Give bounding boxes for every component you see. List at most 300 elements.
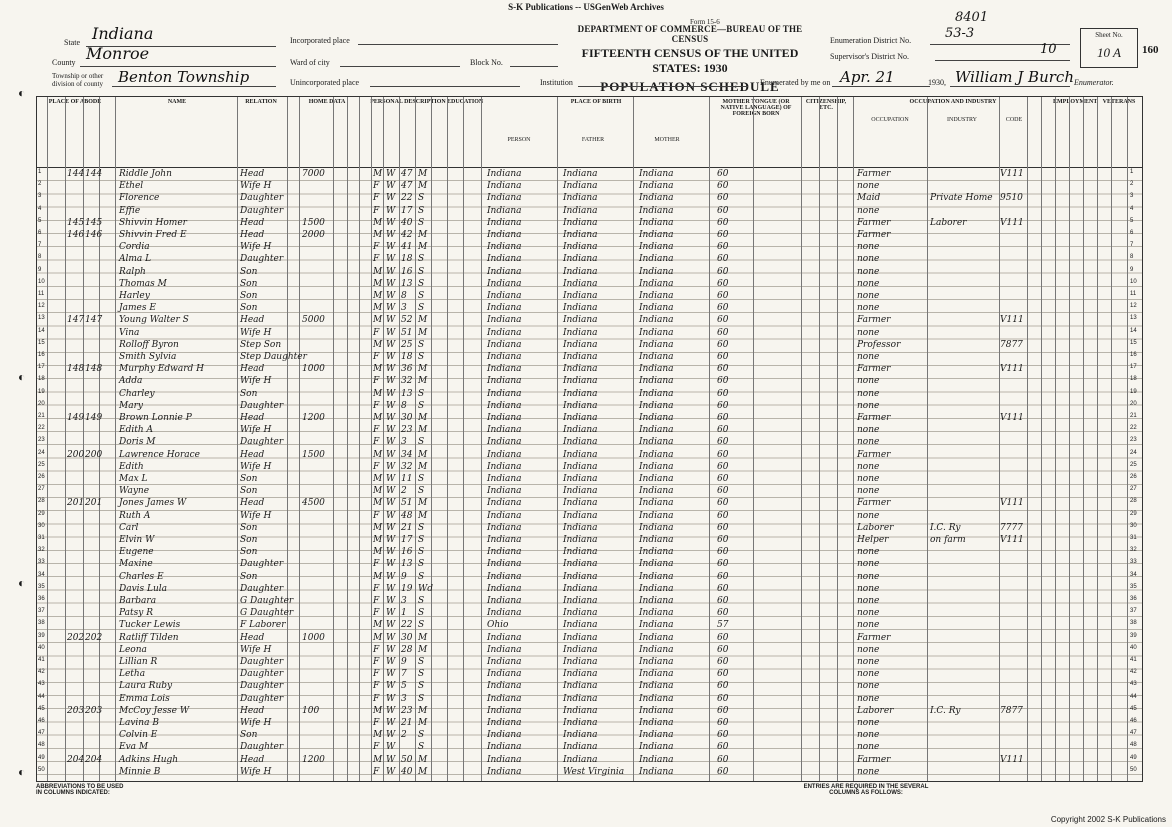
cell-sex: F [373, 693, 380, 704]
table-row [37, 363, 1142, 376]
cell-sex: F [373, 425, 380, 436]
cell-sex: M [373, 266, 383, 277]
cell-bp: Indiana [487, 339, 522, 350]
cell-race: W [386, 644, 396, 655]
sheet-number-box [1080, 28, 1138, 68]
cell-n: 17 [38, 364, 45, 371]
table-row [37, 510, 1142, 523]
cell-mt: 60 [717, 669, 729, 680]
cell-rel: Son [240, 547, 258, 558]
cell-val: 7000 [302, 169, 325, 179]
cell-fam: 202 [85, 632, 103, 643]
county-label: County [52, 58, 76, 67]
cell-n: 16 [38, 352, 45, 358]
cell-bp: Indiana [487, 254, 522, 265]
cell-mb: Indiana [639, 681, 674, 692]
cell-n: 21 [38, 413, 45, 419]
cell-race: W [386, 339, 396, 350]
cell-age: 3 [401, 437, 407, 448]
table-row [37, 192, 1142, 205]
cell-occ: none [857, 669, 880, 680]
cell-n: 6 [1130, 230, 1134, 236]
cell-n: 27 [1130, 486, 1137, 493]
cell-ms: S [418, 620, 425, 631]
cell-sex: M [373, 535, 383, 545]
cell-n: 5 [1130, 217, 1134, 224]
cell-fb: Indiana [563, 413, 598, 423]
cell-dw: 202 [67, 632, 85, 643]
cell-fb: Indiana [563, 583, 598, 594]
cell-n: 30 [1130, 522, 1137, 529]
cell-ms: S [418, 266, 425, 277]
cell-n: 45 [38, 705, 45, 712]
cell-val: 100 [302, 705, 320, 716]
cell-bp: Indiana [487, 474, 522, 484]
cell-sex: F [373, 669, 380, 680]
cell-occ: Farmer [857, 364, 891, 375]
cell-race: W [386, 681, 396, 692]
cell-occ: none [857, 303, 880, 314]
cell-rel: Daughter [240, 693, 284, 704]
cell-ind: Laborer [930, 217, 967, 228]
block-label: Block No. [470, 58, 503, 67]
cell-rel: Son [240, 474, 258, 484]
table-row [37, 607, 1142, 620]
cell-sex: M [373, 169, 383, 179]
cell-code: 7877 [1000, 705, 1023, 716]
cell-name: Wayne [119, 486, 150, 497]
cell-n: 35 [1130, 583, 1137, 590]
cell-bp: Indiana [487, 327, 522, 338]
cell-n: 19 [38, 388, 45, 395]
cell-mt: 60 [717, 510, 729, 521]
cell-sex: F [373, 742, 380, 753]
publisher-bar: S-K Publications -- USGenWeb Archives [508, 2, 664, 12]
cell-sex: F [373, 327, 380, 338]
cell-occ: none [857, 278, 880, 289]
cell-occ: none [857, 571, 880, 582]
cell-race: W [386, 657, 396, 667]
cell-race: W [386, 693, 396, 704]
cell-age: 7 [401, 669, 407, 680]
cell-mt: 60 [717, 376, 729, 387]
cell-dw: 149 [67, 413, 85, 423]
cell-bp: Indiana [487, 181, 522, 192]
cell-bp: Ohio [487, 620, 509, 631]
cell-n: 7 [1130, 242, 1134, 249]
cell-mb: Indiana [639, 205, 674, 216]
cell-race: W [386, 547, 396, 558]
cell-n: 20 [38, 400, 45, 407]
cell-ms: S [418, 205, 425, 216]
cell-n: 25 [1130, 461, 1137, 468]
cell-mt: 60 [717, 657, 729, 667]
cell-bp: Indiana [487, 522, 522, 533]
table-row [37, 205, 1142, 218]
cell-name: Cordia [119, 242, 150, 253]
cell-ms: M [418, 644, 428, 655]
cell-age: 47 [401, 169, 413, 179]
cell-mb: Indiana [639, 461, 674, 472]
cell-name: Leona [119, 644, 147, 655]
cell-occ: none [857, 181, 880, 192]
cell-mb: Indiana [639, 449, 674, 460]
supervisor-district-label: Supervisor's District No. [830, 52, 909, 61]
table-row [37, 461, 1142, 474]
cell-race: W [386, 474, 396, 484]
cell-bp: Indiana [487, 169, 522, 179]
table-row [37, 693, 1142, 706]
cell-age: 1 [401, 608, 407, 619]
cell-age: 18 [401, 352, 413, 362]
cell-age: 13 [401, 278, 413, 289]
cell-fam: 204 [85, 754, 103, 765]
cell-ms: S [418, 193, 425, 204]
cell-fam: 149 [85, 413, 103, 423]
cell-ms: M [418, 315, 428, 326]
cell-name: Adkins Hugh [119, 754, 179, 765]
cell-bp: Indiana [487, 705, 522, 716]
cell-mb: Indiana [639, 266, 674, 277]
cell-rel: Daughter [240, 583, 284, 594]
birth-person-head: PERSON [507, 137, 531, 143]
table-row [37, 705, 1142, 718]
cell-age: 2 [401, 730, 407, 741]
cell-race: W [386, 169, 396, 179]
cell-n: 15 [1130, 339, 1137, 346]
cell-name: Laura Ruby [119, 681, 173, 692]
cell-occ: none [857, 254, 880, 265]
cell-n: 4 [38, 205, 42, 212]
cell-n: 2 [38, 181, 42, 188]
cell-n: 24 [1130, 449, 1137, 456]
cell-name: Maxine [119, 559, 153, 570]
cell-occ: none [857, 559, 880, 570]
cell-name: Alma L [119, 254, 152, 265]
cell-race: W [386, 425, 396, 436]
cell-bp: Indiana [487, 217, 522, 228]
cell-name: Charles E [119, 571, 164, 582]
group-employment: EMPLOYMENT [1053, 99, 1098, 105]
cell-occ: none [857, 547, 880, 558]
cell-n: 44 [38, 693, 45, 700]
cell-bp: Indiana [487, 315, 522, 326]
cell-mt: 60 [717, 547, 729, 558]
cell-fb: Indiana [563, 681, 598, 692]
cell-fb: Indiana [563, 535, 598, 545]
cell-mb: Indiana [639, 596, 674, 606]
page-number: 160 [1142, 44, 1159, 56]
cell-race: W [386, 461, 396, 472]
cell-name: Tucker Lewis [119, 620, 181, 631]
cell-rel: G Daughter [240, 596, 294, 606]
cell-fb: Indiana [563, 620, 598, 631]
cell-name: Max L [119, 474, 148, 484]
cell-rel: Son [240, 486, 258, 497]
cell-mt: 60 [717, 193, 729, 204]
cell-age: 16 [401, 547, 413, 558]
cell-mb: Indiana [639, 413, 674, 423]
cell-n: 41 [1130, 657, 1137, 663]
cell-mt: 60 [717, 400, 729, 411]
cell-fb: West Virginia [563, 766, 625, 777]
cell-rel: Son [240, 291, 258, 301]
cell-ms: S [418, 388, 425, 399]
cell-mb: Indiana [639, 571, 674, 582]
cell-mb: Indiana [639, 608, 674, 619]
cell-val: 1500 [302, 449, 325, 460]
cell-occ: Farmer [857, 315, 891, 326]
cell-race: W [386, 193, 396, 204]
cell-dw: 147 [67, 315, 85, 326]
binding-hole-icon: ◐ [18, 576, 26, 590]
cell-n: 49 [38, 754, 45, 761]
cell-name: James E [119, 303, 156, 314]
cell-code: V111 [1000, 315, 1024, 326]
cell-n: 46 [1130, 718, 1137, 724]
cell-sex: F [373, 376, 380, 387]
table-header [37, 97, 1142, 168]
table-row [37, 424, 1142, 437]
table-row [37, 266, 1142, 279]
cell-sex: F [373, 657, 380, 667]
cell-age: 48 [401, 510, 413, 521]
cell-ms: S [418, 535, 425, 545]
cell-mb: Indiana [639, 437, 674, 448]
cell-bp: Indiana [487, 742, 522, 753]
cell-n: 28 [38, 498, 45, 505]
cell-age: 21 [401, 522, 413, 533]
cell-name: Lillian R [119, 657, 158, 667]
cell-ind: I.C. Ry [930, 705, 961, 716]
cell-n: 43 [38, 681, 45, 688]
cell-n: 13 [1130, 315, 1137, 322]
cell-race: W [386, 522, 396, 533]
cell-race: W [386, 486, 396, 497]
cell-rel: Son [240, 388, 258, 399]
cell-occ: none [857, 388, 880, 399]
cell-ms: M [418, 510, 428, 521]
cell-occ: none [857, 596, 880, 606]
cell-sex: F [373, 583, 380, 594]
township-label: Township or other division of county [52, 72, 104, 88]
cell-rel: Wife H [240, 766, 272, 777]
cell-fb: Indiana [563, 474, 598, 484]
cell-rel: Step Son [240, 339, 282, 350]
cell-name: Elvin W [119, 535, 155, 545]
cell-mt: 60 [717, 766, 729, 777]
table-row [37, 571, 1142, 584]
cell-mt: 60 [717, 339, 729, 350]
binding-hole-icon: ◐ [18, 86, 26, 100]
cell-fb: Indiana [563, 181, 598, 192]
cell-n: 23 [38, 437, 45, 444]
cell-code: V111 [1000, 364, 1024, 375]
cell-age: 42 [401, 230, 413, 240]
table-row [37, 497, 1142, 510]
group-personal-description: PERSONAL DESCRIPTION [370, 99, 446, 105]
cell-fb: Indiana [563, 437, 598, 448]
cell-name: McCoy Jesse W [119, 705, 190, 716]
cell-rel: Daughter [240, 742, 284, 753]
cell-fb: Indiana [563, 608, 598, 619]
cell-sex: M [373, 498, 383, 509]
cell-age: 47 [401, 181, 413, 192]
cell-code: 7777 [1000, 522, 1023, 533]
cell-n: 40 [1130, 644, 1137, 651]
cell-n: 26 [38, 474, 45, 480]
enumeration-district-value: 53-3 [945, 26, 975, 41]
cell-fb: Indiana [563, 449, 598, 460]
cell-occ: none [857, 400, 880, 411]
cell-age: 25 [401, 339, 413, 350]
cell-ms: S [418, 400, 425, 411]
cell-n: 22 [38, 425, 45, 432]
cell-race: W [386, 181, 396, 192]
cell-occ: Farmer [857, 217, 891, 228]
cell-val: 1500 [302, 217, 325, 228]
cell-race: W [386, 364, 396, 375]
cell-occ: none [857, 510, 880, 521]
institution-label: Institution [540, 78, 573, 87]
cell-mt: 60 [717, 583, 729, 594]
cell-n: 28 [1130, 498, 1137, 505]
binding-hole-icon: ◐ [18, 765, 26, 779]
cell-code: 7877 [1000, 339, 1023, 350]
cell-ms: S [418, 339, 425, 350]
cell-sex: M [373, 230, 383, 240]
cell-rel: Head [240, 632, 265, 643]
cell-n: 29 [1130, 510, 1137, 517]
cell-occ: none [857, 376, 880, 387]
cell-bp: Indiana [487, 693, 522, 704]
cell-age: 23 [401, 705, 413, 716]
table-row [37, 583, 1142, 596]
ward-label: Ward of city [290, 58, 330, 67]
cell-ms: S [418, 608, 425, 619]
cell-sex: F [373, 205, 380, 216]
cell-race: W [386, 498, 396, 509]
cell-name: Murphy Edward H [119, 364, 204, 375]
birth-father-head: FATHER [581, 137, 605, 143]
cell-rel: Son [240, 571, 258, 582]
cell-mb: Indiana [639, 742, 674, 753]
cell-rel: Son [240, 535, 258, 545]
cell-bp: Indiana [487, 632, 522, 643]
cell-mt: 60 [717, 364, 729, 375]
cell-n: 4 [1130, 205, 1134, 212]
cell-bp: Indiana [487, 230, 522, 240]
cell-race: W [386, 230, 396, 240]
table-row [37, 436, 1142, 449]
table-row [37, 339, 1142, 352]
cell-name: Young Walter S [119, 315, 189, 326]
birth-mother-head: MOTHER [654, 137, 680, 143]
cell-n: 17 [1130, 364, 1137, 371]
cell-rel: Wife H [240, 644, 272, 655]
group-occupation: OCCUPATION AND INDUSTRY [909, 99, 997, 105]
cell-rel: Son [240, 522, 258, 533]
cell-rel: F Laborer [240, 620, 286, 631]
cell-sex: M [373, 705, 383, 716]
cell-mt: 60 [717, 242, 729, 253]
cell-race: W [386, 535, 396, 545]
cell-ms: M [418, 169, 428, 179]
cell-ms: S [418, 254, 425, 265]
cell-sex: M [373, 754, 383, 765]
cell-name: Brown Lonnie P [119, 413, 192, 423]
cell-bp: Indiana [487, 266, 522, 277]
cell-mb: Indiana [639, 547, 674, 558]
cell-mb: Indiana [639, 242, 674, 253]
cell-rel: Wife H [240, 718, 272, 728]
cell-mb: Indiana [639, 327, 674, 338]
cell-name: Ralph [119, 266, 146, 277]
cell-race: W [386, 571, 396, 582]
cell-race: W [386, 291, 396, 301]
cell-n: 45 [1130, 705, 1137, 712]
cell-n: 10 [1130, 278, 1137, 285]
cell-n: 26 [1130, 474, 1137, 480]
cell-dw: 148 [67, 364, 85, 375]
enumerator-label: Enumerator. [1074, 78, 1114, 87]
department-title: DEPARTMENT OF COMMERCE—BUREAU OF THE CENSUS [577, 24, 803, 44]
cell-sex: M [373, 449, 383, 460]
cell-age: 36 [401, 364, 413, 375]
enumeration-district-label: Enumeration District No. [830, 36, 912, 45]
cell-mt: 60 [717, 535, 729, 545]
cell-name: Emma Lois [119, 693, 170, 704]
cell-fb: Indiana [563, 205, 598, 216]
cell-rel: Daughter [240, 559, 284, 570]
cell-mb: Indiana [639, 388, 674, 399]
cell-bp: Indiana [487, 413, 522, 423]
cell-race: W [386, 327, 396, 338]
cell-mb: Indiana [639, 730, 674, 741]
cell-n: 31 [1130, 535, 1137, 541]
cell-sex: F [373, 352, 380, 362]
cell-n: 33 [38, 559, 45, 566]
state-value: Indiana [92, 24, 154, 43]
cell-occ: none [857, 657, 880, 667]
group-education: EDUCATION [447, 99, 484, 105]
sheet-value: 10 A [1097, 45, 1121, 60]
cell-mt: 60 [717, 169, 729, 179]
cell-race: W [386, 376, 396, 387]
cell-sex: M [373, 547, 383, 558]
cell-n: 39 [38, 632, 45, 639]
table-row [37, 754, 1142, 767]
cell-fb: Indiana [563, 461, 598, 472]
cell-mb: Indiana [639, 217, 674, 228]
cell-name: Shivvin Fred E [119, 230, 187, 240]
cell-ind: Private Home [930, 193, 993, 204]
cell-mt: 60 [717, 291, 729, 301]
cell-mt: 60 [717, 571, 729, 582]
cell-bp: Indiana [487, 754, 522, 765]
cell-bp: Indiana [487, 461, 522, 472]
cell-n: 48 [38, 742, 45, 749]
cell-n: 12 [1130, 303, 1137, 310]
cell-code: 9510 [1000, 193, 1023, 204]
cell-n: 41 [38, 657, 45, 663]
cell-occ: Helper [857, 535, 889, 545]
cell-mb: Indiana [639, 766, 674, 777]
cell-mb: Indiana [639, 535, 674, 545]
cell-n: 18 [38, 376, 45, 383]
form-number: Form 15-6 [690, 18, 720, 26]
cell-occ: Farmer [857, 169, 891, 179]
